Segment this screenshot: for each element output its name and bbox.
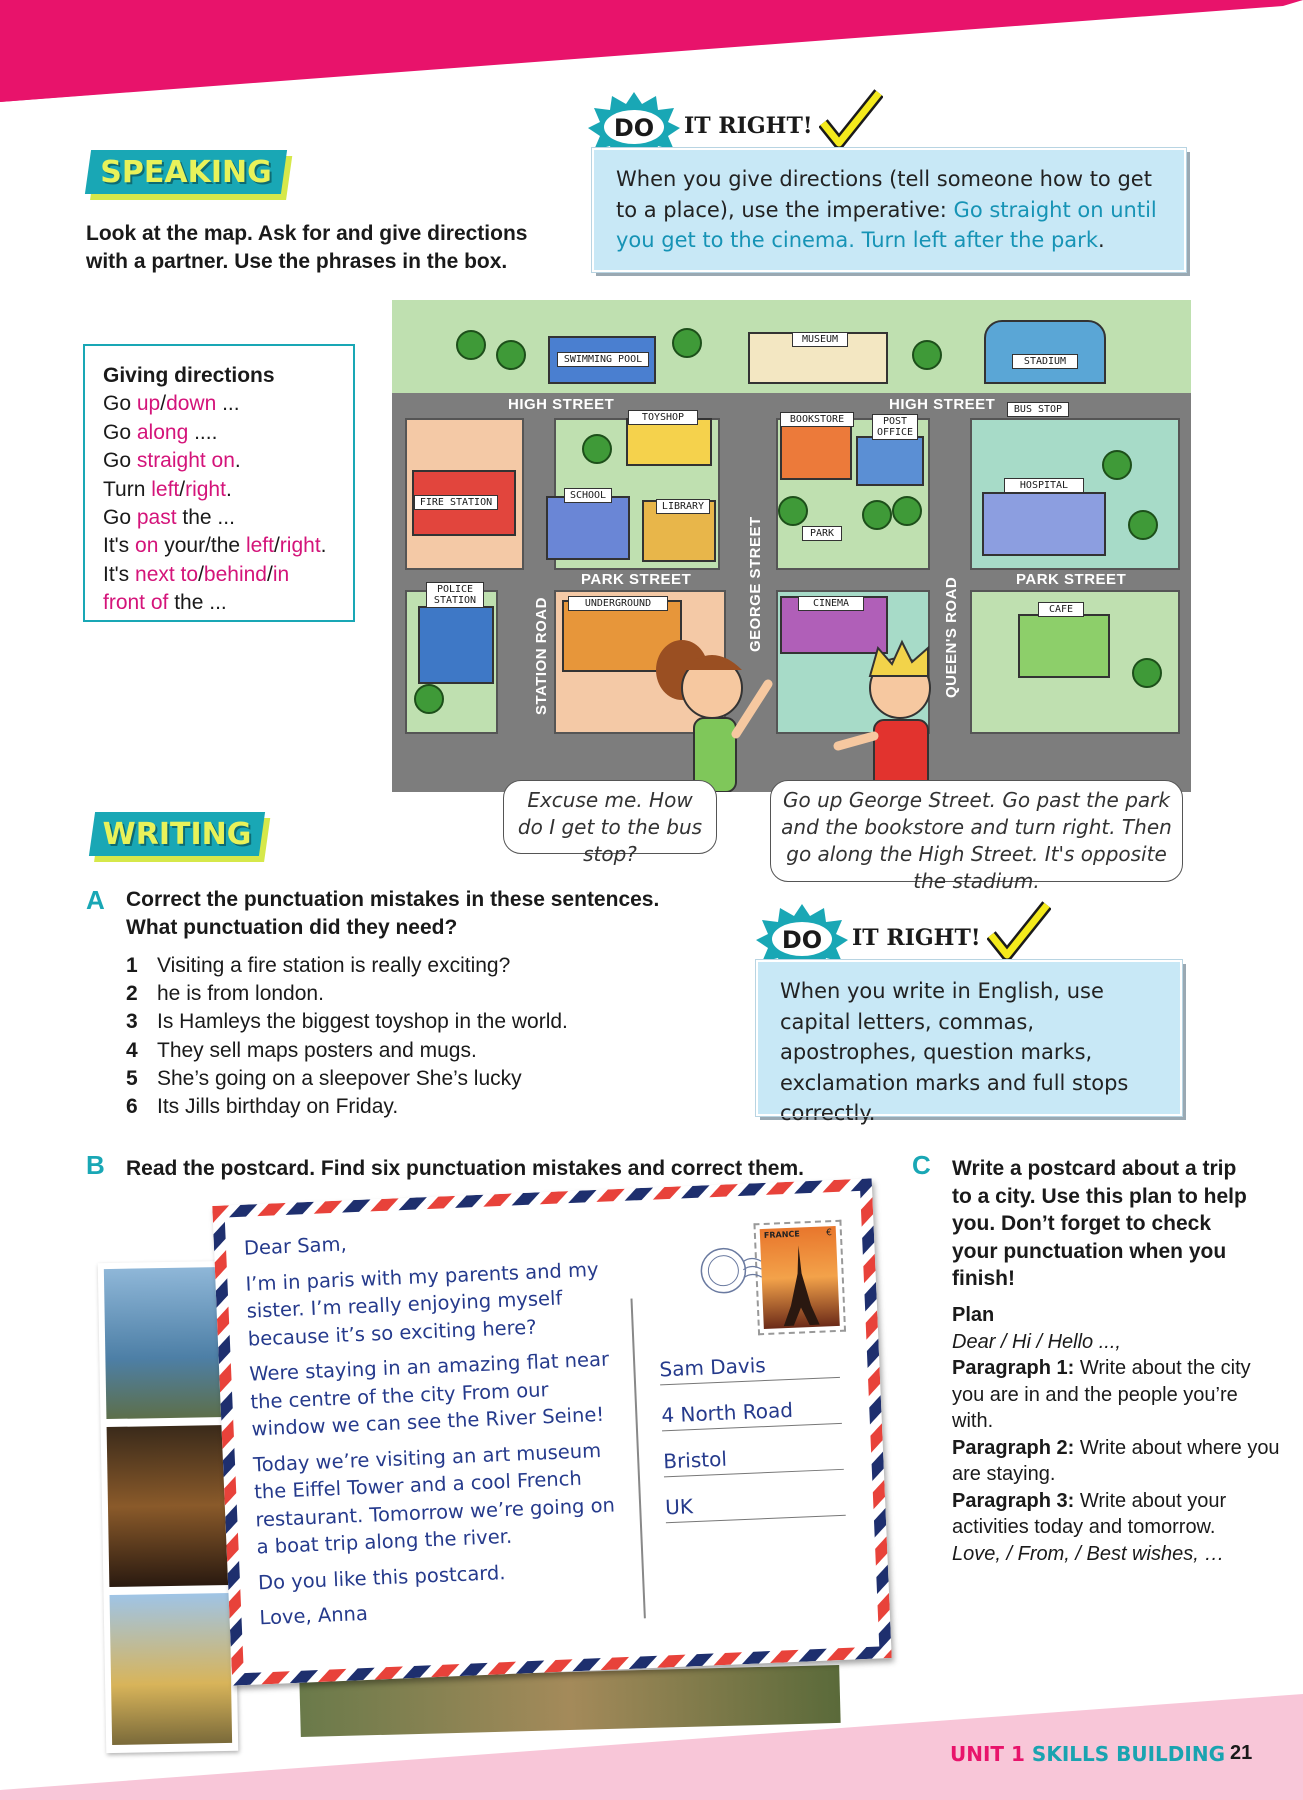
library-sign: LIBRARY xyxy=(656,499,710,514)
sentence-item xyxy=(126,1037,568,1065)
tree-icon xyxy=(672,328,702,358)
tree-icon xyxy=(1132,658,1162,688)
exercise-c-instruction: Write a postcard about a trip to a city. Use this plan to help you. Don’t forget to check your punctuation when you finish! xyxy=(952,1157,1247,1290)
stadium-sign: STADIUM xyxy=(1012,354,1078,369)
school-sign: SCHOOL xyxy=(564,488,612,503)
police-station-sign: POLICE STATION xyxy=(426,582,484,608)
sentence-number: 2 xyxy=(126,982,138,1006)
town-map xyxy=(392,300,1191,792)
street-park-right: PARK STREET xyxy=(1016,571,1127,588)
boy-character xyxy=(816,636,966,792)
postcard-paragraph-3: Today we’re visiting an art museum the Eiffel Tower and a cool French restaurant. Tomorrow we’re going on a boat trip along the river. xyxy=(252,1438,616,1559)
sentence-item xyxy=(126,1093,568,1121)
swimming-pool-sign: SWIMMING POOL xyxy=(557,352,649,367)
tree-icon xyxy=(496,340,526,370)
underground-sign: UNDERGROUND xyxy=(568,596,668,611)
boy-speech-bubble: Go up George Street. Go past the park and the bookstore and turn right. Then go along the High Street. It's opposite the stadium. xyxy=(770,780,1183,882)
phrase-go-straight-on: Go straight on. xyxy=(103,449,241,473)
postcard-greeting: Dear Sam, xyxy=(243,1232,348,1260)
address-line-1: Sam Davis xyxy=(659,1350,840,1386)
tree-icon xyxy=(912,340,942,370)
toyshop-building xyxy=(626,418,712,466)
phrase-go-past: Go past the ... xyxy=(103,506,235,530)
plan-greeting: Dear / Hi / Hello ..., xyxy=(952,1330,1121,1353)
sentence-item xyxy=(126,1008,568,1036)
do-burst-text: DO xyxy=(781,926,823,954)
street-park-left: PARK STREET xyxy=(581,571,692,588)
footer-unit: UNIT 1 SKILLS BUILDING xyxy=(950,1742,1225,1766)
writing-plan xyxy=(952,1302,1282,1567)
tree-icon xyxy=(892,496,922,526)
postcard-paragraph-4: Do you like this postcard. xyxy=(257,1560,506,1594)
plan-paragraph-1: Paragraph 1: Write about the city you are in and the people you’re with. xyxy=(952,1357,1251,1432)
sentence-text: They sell maps posters and mugs. xyxy=(157,1038,477,1062)
phrase-go-along: Go along .... xyxy=(103,420,218,444)
giving-directions-box xyxy=(83,344,355,622)
checkmark-icon xyxy=(819,89,883,149)
eiffel-tower-icon xyxy=(778,1245,821,1327)
tree-icon xyxy=(862,500,892,530)
tree-icon xyxy=(456,330,486,360)
cinema-sign: CINEMA xyxy=(798,596,864,611)
tree-icon xyxy=(778,496,808,526)
tree-icon xyxy=(414,684,444,714)
postcard-signoff: Love, Anna xyxy=(259,1601,369,1630)
plan-paragraph-2: Paragraph 2: Write about where you are staying. xyxy=(952,1436,1280,1485)
tree-icon xyxy=(1102,450,1132,480)
phrase-turn-left-right: Turn left/right. xyxy=(103,477,232,501)
sentence-number: 5 xyxy=(126,1066,138,1090)
do-it-right-box-2: When you write in English, use capital letters, commas, apostrophes, question marks, exclamation marks and full stops correctly. xyxy=(756,960,1182,1116)
do-it-right-title-2: IT RIGHT! xyxy=(852,925,981,951)
stamp-country: FRANCE xyxy=(763,1229,800,1240)
address-line-2: 4 North Road xyxy=(661,1396,842,1432)
page-number: 21 xyxy=(1230,1742,1253,1764)
postmark-icon xyxy=(692,1241,764,1304)
plan-closing: Love, / From, / Best wishes, … xyxy=(952,1542,1225,1565)
sentence-number: 4 xyxy=(126,1038,138,1062)
speaking-instruction: Look at the map. Ask for and give directions with a partner. Use the phrases in the box. xyxy=(86,222,528,273)
writing-badge: WRITING xyxy=(92,812,262,856)
phrase-its-on: It's on your/the left/right. xyxy=(103,534,327,558)
cafe-sign: CAFE xyxy=(1038,602,1084,617)
sentence-item xyxy=(126,980,568,1008)
street-high-left: HIGH STREET xyxy=(508,396,615,413)
bus-stop-sign: BUS STOP xyxy=(1007,402,1069,417)
street-george: GEORGE STREET xyxy=(747,516,764,652)
exercise-a-sentences xyxy=(126,952,568,1121)
hospital-sign: HOSPITAL xyxy=(1004,478,1084,493)
tree-icon xyxy=(1128,510,1158,540)
phrase-its-next-to: It's next to/behind/in xyxy=(103,562,290,586)
park-sign: PARK xyxy=(802,526,842,541)
street-queens: QUEEN'S ROAD xyxy=(943,576,960,698)
girl-speech-bubble: Excuse me. How do I get to the bus stop? xyxy=(503,780,717,854)
stadium-building xyxy=(984,320,1106,384)
street-station: STATION ROAD xyxy=(533,597,550,715)
postcard-message xyxy=(243,1219,629,1632)
address-line-4: UK xyxy=(665,1488,846,1524)
exercise-b-letter: B xyxy=(86,1150,105,1180)
postcard xyxy=(212,1178,892,1685)
sentence-text: Its Jills birthday on Friday. xyxy=(157,1095,399,1119)
fire-station-sign: FIRE STATION xyxy=(414,495,498,510)
eiffel-stamp xyxy=(753,1220,846,1336)
sentence-text: he is from london. xyxy=(157,982,324,1006)
plan-paragraph-3: Paragraph 3: Write about your activities today and tomorrow. xyxy=(952,1489,1227,1538)
sentence-text: Is Hamleys the biggest toyshop in the world. xyxy=(157,1010,568,1034)
do-it-right-title-1: IT RIGHT! xyxy=(684,113,813,139)
street-high-right: HIGH STREET xyxy=(889,396,996,413)
police-station-building xyxy=(418,606,494,684)
sentence-item xyxy=(126,1065,568,1093)
photo-restaurant xyxy=(107,1425,230,1587)
museum-sign: MUSEUM xyxy=(792,332,848,347)
address-line-3: Bristol xyxy=(663,1442,844,1478)
plan-title: Plan xyxy=(952,1304,995,1326)
do-burst-text: DO xyxy=(613,114,655,142)
tree-icon xyxy=(582,434,612,464)
sentence-number: 1 xyxy=(126,954,138,977)
postcard-paragraph-1: I’m in paris with my parents and my sister. I’m really enjoying myself because it’s so exciting here? xyxy=(245,1257,599,1351)
hospital-building xyxy=(982,492,1106,556)
postcard-paragraph-2: Were staying in an amazing flat near the centre of the city From our window we can see the River Seine! xyxy=(248,1347,610,1441)
toyshop-sign: TOYSHOP xyxy=(628,410,698,425)
sentence-text: She’s going on a sleepover She’s lucky xyxy=(157,1066,522,1090)
post-office-sign: POST OFFICE xyxy=(872,414,918,440)
bookstore-building xyxy=(780,418,852,480)
school-building xyxy=(546,496,630,560)
photo-river-seine xyxy=(104,1267,227,1419)
exercise-a-instruction: Correct the punctuation mistakes in these sentences. What punctuation did they need? xyxy=(126,888,660,939)
exercise-c-letter: C xyxy=(912,1150,931,1180)
exercise-a-letter: A xyxy=(86,885,105,915)
checkmark-icon xyxy=(987,901,1051,961)
post-office-building xyxy=(856,436,924,486)
sentence-item xyxy=(126,952,568,980)
sentence-number: 6 xyxy=(126,1095,138,1119)
cafe-building xyxy=(1018,614,1110,678)
phrase-go-up-down: Go up/down ... xyxy=(103,392,240,416)
speaking-badge: SPEAKING xyxy=(88,150,284,194)
stamp-currency: € xyxy=(825,1228,833,1239)
phrase-front-of: front of the ... xyxy=(103,591,227,615)
phrase-box-title: Giving directions xyxy=(103,364,275,387)
exercise-b-instruction: Read the postcard. Find six punctuation mistakes and correct them. xyxy=(126,1157,804,1180)
sentence-text: Visiting a fire station is really exciting? xyxy=(157,954,511,977)
do-it-right-box-1: When you give directions (tell someone how to get to a place), use the imperative: Go straight on until you get to the cinema. Turn left after the park. xyxy=(592,148,1186,272)
bookstore-sign: BOOKSTORE xyxy=(780,412,854,427)
girl-character xyxy=(642,630,812,792)
sentence-number: 3 xyxy=(126,1010,138,1034)
